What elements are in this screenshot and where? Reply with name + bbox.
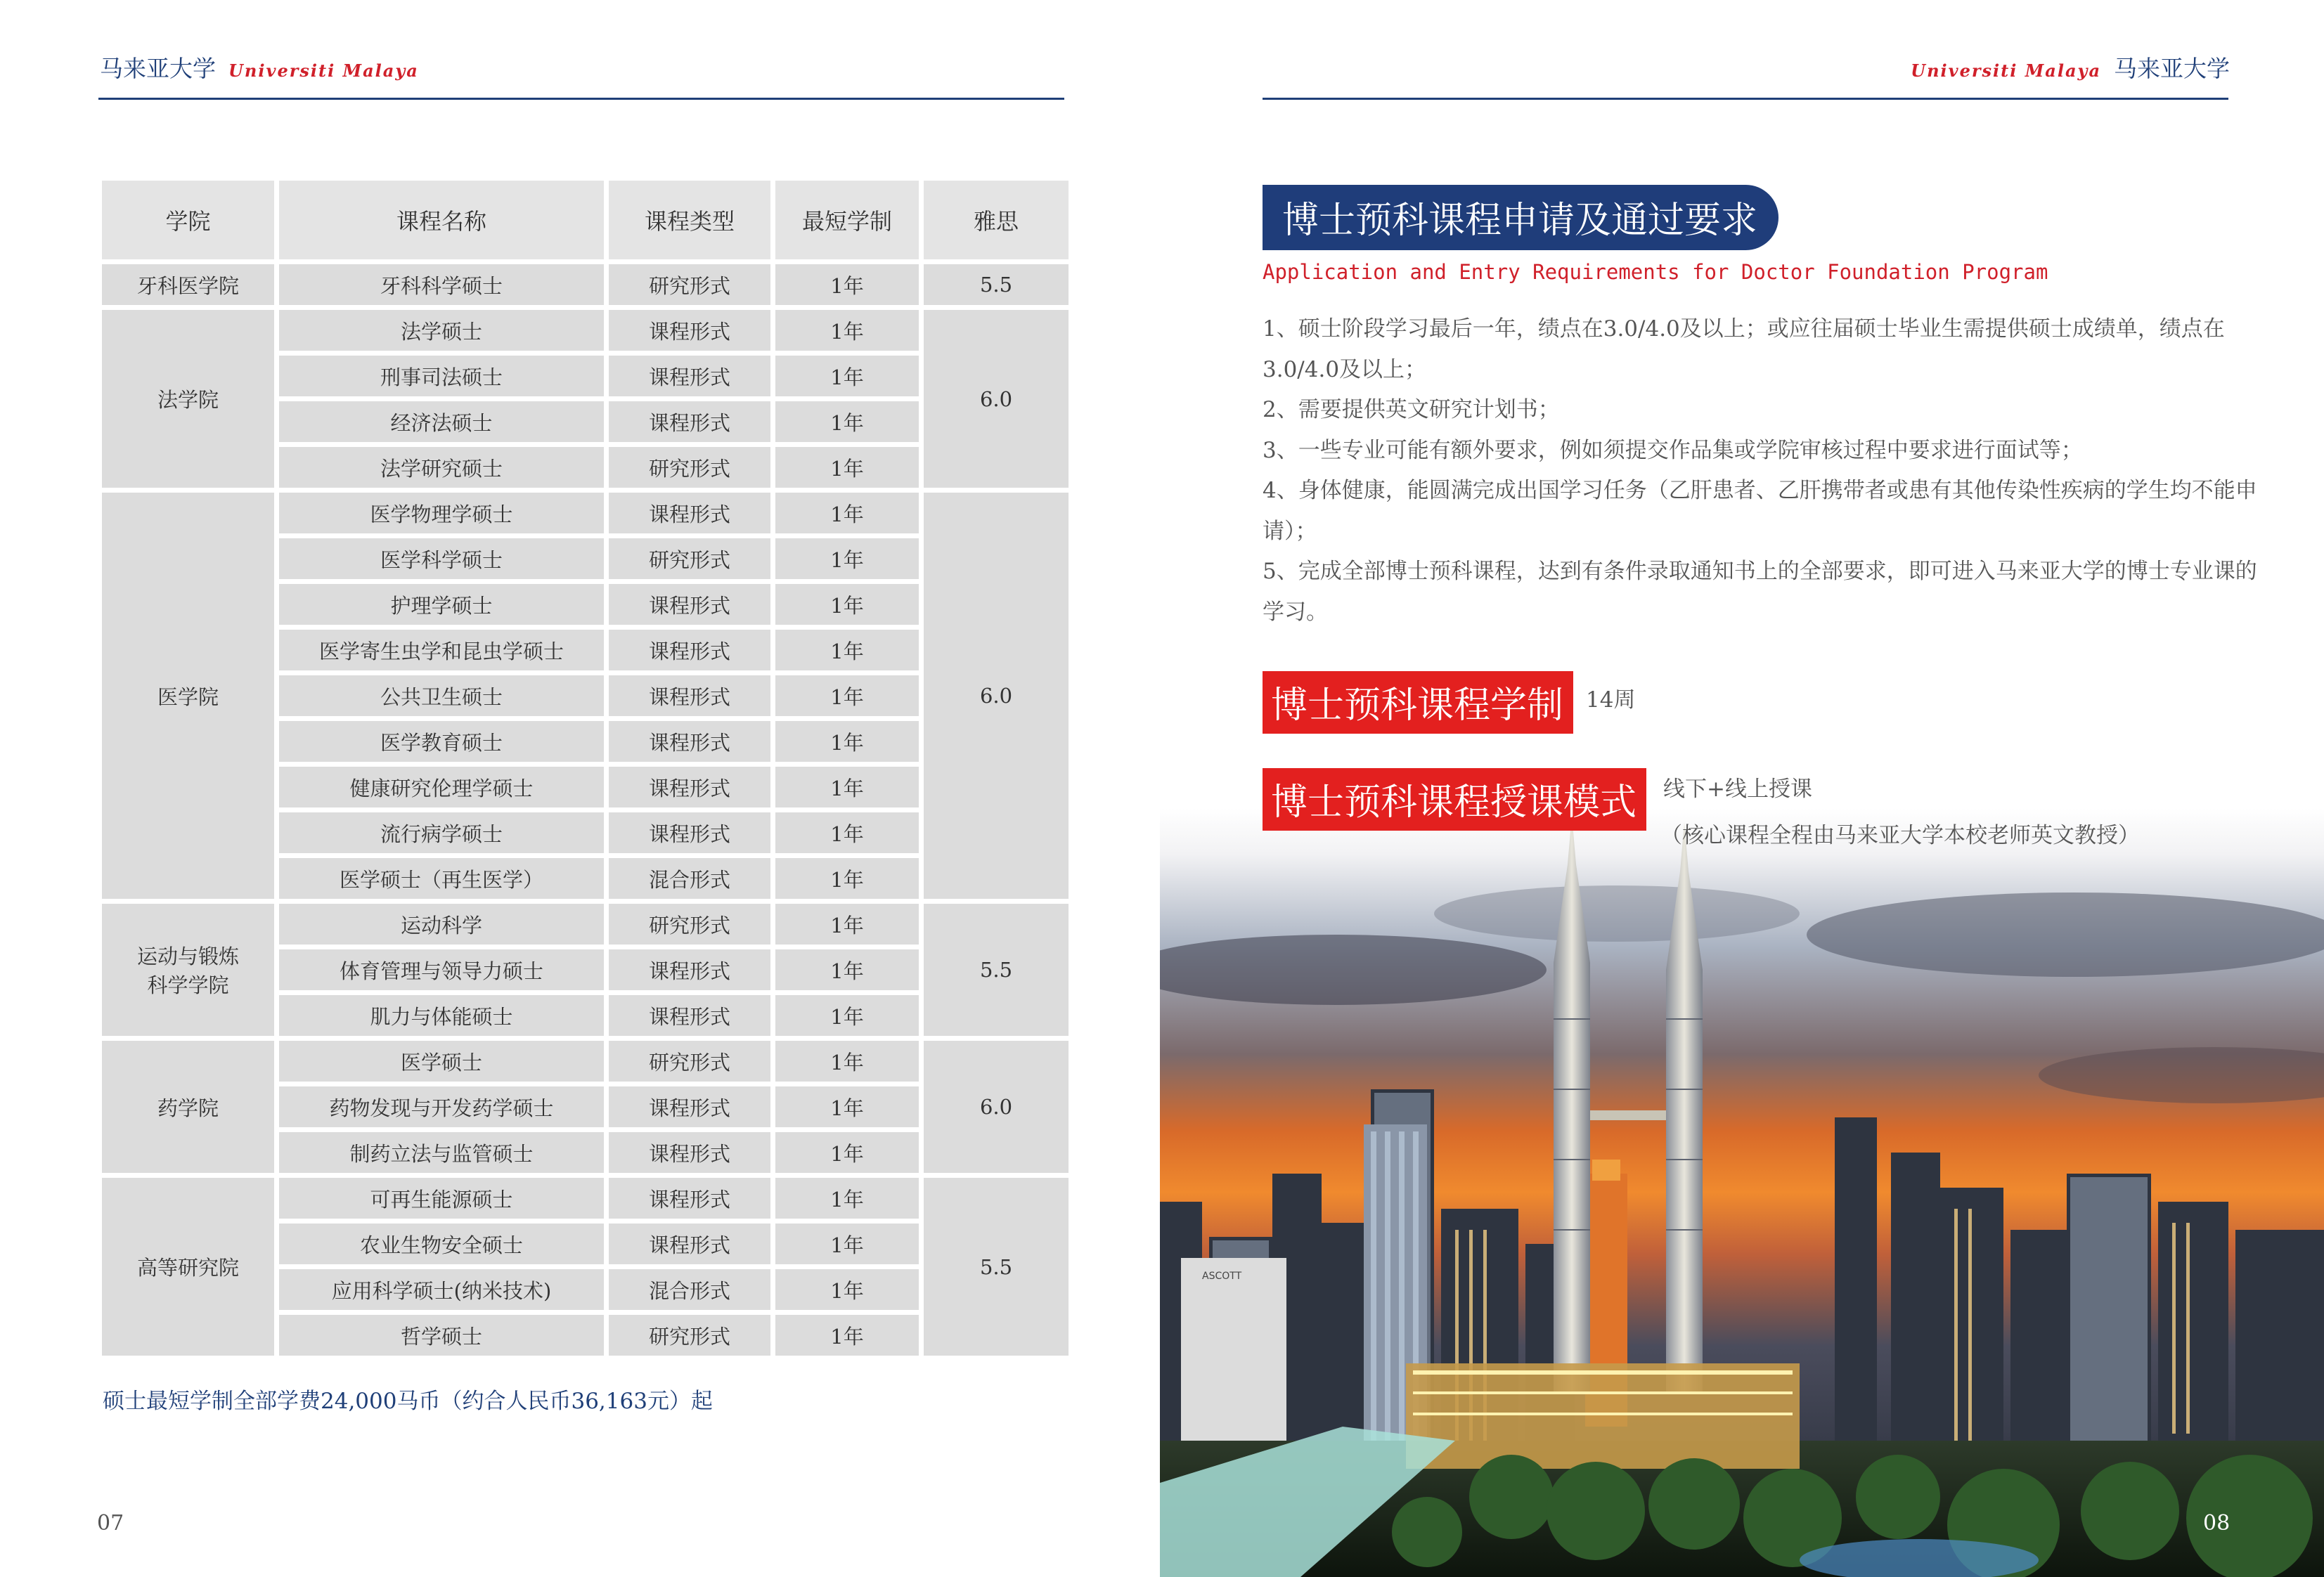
- requirement-item: 2、需要提供英文研究计划书；: [1263, 397, 1560, 422]
- course-name-cell: 医学硕士: [279, 1041, 604, 1082]
- course-name-cell: 体育管理与领导力硕士: [279, 949, 604, 990]
- right-header: [1911, 51, 2230, 84]
- duration-cell: 1年: [775, 858, 919, 899]
- duration-cell: 1年: [775, 493, 919, 533]
- table-row: [102, 310, 1069, 351]
- course-name-cell: 法学硕士: [279, 310, 604, 351]
- table-header-row: [102, 181, 1069, 259]
- course-name-cell: 医学物理学硕士: [279, 493, 604, 533]
- faculty-cell: 药学院: [102, 1041, 274, 1173]
- left-page: [0, 0, 1160, 1577]
- table-row: [102, 904, 1069, 945]
- duration-cell: 1年: [775, 538, 919, 579]
- requirement-item: 1、硕士阶段学习最后一年，绩点在3.0/4.0及以上；或应往届硕士毕业生需提供硕士成绩单，绩点在3.0/4.0及以上；: [1263, 316, 2225, 382]
- section-duration-title: 博士预科课程学制: [1263, 671, 1573, 734]
- header-cn: 马来亚大学: [2114, 55, 2230, 82]
- course-type-cell: 课程形式: [609, 1178, 770, 1219]
- section-mode-note: （核心课程全程由马来亚大学本校老师英文教授）: [1660, 823, 2140, 848]
- header-type: 课程类型: [609, 181, 770, 259]
- course-name-cell: 肌力与体能硕士: [279, 995, 604, 1036]
- ielts-cell: 6.0: [924, 310, 1069, 488]
- duration-cell: 1年: [775, 584, 919, 625]
- duration-cell: 1年: [775, 767, 919, 807]
- duration-cell: 1年: [775, 1269, 919, 1310]
- course-type-cell: 课程形式: [609, 721, 770, 762]
- requirement-item: 3、一些专业可能有额外要求，例如须提交作品集或学院审核过程中要求进行面试等；: [1263, 437, 2083, 463]
- duration-cell: 1年: [775, 675, 919, 716]
- header-faculty: 学院: [102, 181, 274, 259]
- duration-cell: 1年: [775, 995, 919, 1036]
- section-mode-title: 博士预科课程授课模式: [1263, 768, 1646, 831]
- ielts-cell: 5.5: [924, 264, 1069, 305]
- course-type-cell: 课程形式: [609, 1086, 770, 1127]
- program-table: [97, 176, 1073, 1361]
- course-name-cell: 护理学硕士: [279, 584, 604, 625]
- ielts-cell: 5.5: [924, 1178, 1069, 1356]
- course-name-cell: 可再生能源硕士: [279, 1178, 604, 1219]
- course-type-cell: 课程形式: [609, 584, 770, 625]
- course-type-cell: 课程形式: [609, 995, 770, 1036]
- course-name-cell: 刑事司法硕士: [279, 356, 604, 396]
- faculty-cell: 牙科医学院: [102, 264, 274, 305]
- course-name-cell: 制药立法与监管硕士: [279, 1132, 604, 1173]
- header-cn: 马来亚大学: [100, 55, 216, 82]
- course-type-cell: 研究形式: [609, 1041, 770, 1082]
- header-en-logo: Universiti Malaya: [1911, 60, 2101, 81]
- section-requirements-subtitle: Application and Entry Requirements for Doctor Foundation Program: [1263, 260, 2048, 284]
- page-number-left: 07: [97, 1511, 124, 1536]
- left-header: [100, 51, 419, 84]
- table-row: [102, 1041, 1069, 1082]
- course-name-cell: 医学硕士（再生医学）: [279, 858, 604, 899]
- duration-cell: 1年: [775, 401, 919, 442]
- course-name-cell: 医学寄生虫学和昆虫学硕士: [279, 630, 604, 670]
- course-type-cell: 研究形式: [609, 904, 770, 945]
- course-type-cell: 课程形式: [609, 630, 770, 670]
- page-number-right: 08: [2203, 1511, 2231, 1536]
- kuala-lumpur-skyline-photo: [1160, 808, 2324, 1577]
- course-name-cell: 运动科学: [279, 904, 604, 945]
- course-type-cell: 课程形式: [609, 401, 770, 442]
- duration-cell: 1年: [775, 1086, 919, 1127]
- course-type-cell: 研究形式: [609, 1315, 770, 1356]
- table-row: [102, 493, 1069, 533]
- duration-cell: 1年: [775, 310, 919, 351]
- duration-cell: 1年: [775, 264, 919, 305]
- course-type-cell: 课程形式: [609, 675, 770, 716]
- duration-cell: 1年: [775, 1178, 919, 1219]
- course-type-cell: 课程形式: [609, 949, 770, 990]
- course-type-cell: 混合形式: [609, 1269, 770, 1310]
- course-type-cell: 课程形式: [609, 1224, 770, 1264]
- ascott-sign: ASCOTT: [1202, 1271, 1242, 1282]
- course-type-cell: 研究形式: [609, 538, 770, 579]
- course-name-cell: 哲学硕士: [279, 1315, 604, 1356]
- course-type-cell: 课程形式: [609, 1132, 770, 1173]
- duration-cell: 1年: [775, 1224, 919, 1264]
- requirement-item: 5、完成全部博士预科课程，达到有条件录取通知书上的全部要求，即可进入马来亚大学的博士专业课的学习。: [1263, 559, 2257, 625]
- ielts-cell: 5.5: [924, 904, 1069, 1036]
- duration-cell: 1年: [775, 812, 919, 853]
- table-row: [102, 1178, 1069, 1219]
- course-name-cell: 公共卫生硕士: [279, 675, 604, 716]
- duration-cell: 1年: [775, 721, 919, 762]
- section-duration-value: 14周: [1586, 687, 1636, 713]
- faculty-cell: 医学院: [102, 493, 274, 899]
- section-mode-value: 线下+线上授课: [1663, 777, 1812, 802]
- header-duration: 最短学制: [775, 181, 919, 259]
- header-en-logo: Universiti Malaya: [228, 60, 419, 81]
- course-type-cell: 课程形式: [609, 812, 770, 853]
- requirement-item: 4、身体健康，能圆满完成出国学习任务（乙肝患者、乙肝携带者或患有其他传染性疾病的学生均不能申请）；: [1263, 478, 2257, 544]
- duration-cell: 1年: [775, 356, 919, 396]
- skyline-illustration: [1160, 808, 2324, 1577]
- faculty-cell: 法学院: [102, 310, 274, 488]
- table-body: [102, 264, 1069, 1356]
- section-requirements-title: 博士预科课程申请及通过要求: [1263, 185, 1778, 250]
- duration-cell: 1年: [775, 1132, 919, 1173]
- course-name-cell: 药物发现与开发药学硕士: [279, 1086, 604, 1127]
- course-type-cell: 课程形式: [609, 767, 770, 807]
- course-type-cell: 课程形式: [609, 310, 770, 351]
- course-name-cell: 健康研究伦理学硕士: [279, 767, 604, 807]
- course-name-cell: 法学研究硕士: [279, 447, 604, 488]
- header-rule: [98, 98, 1064, 100]
- course-name-cell: 经济法硕士: [279, 401, 604, 442]
- faculty-cell: 高等研究院: [102, 1178, 274, 1356]
- course-name-cell: 应用科学硕士(纳米技术): [279, 1269, 604, 1310]
- course-name-cell: 流行病学硕士: [279, 812, 604, 853]
- right-page: [1160, 0, 2324, 1577]
- fee-note: 硕士最短学制全部学费24,000马币（约合人民币36,163元）起: [103, 1389, 713, 1414]
- course-name-cell: 牙科科学硕士: [279, 264, 604, 305]
- duration-cell: 1年: [775, 630, 919, 670]
- duration-cell: 1年: [775, 1315, 919, 1356]
- table-row: [102, 264, 1069, 305]
- duration-cell: 1年: [775, 447, 919, 488]
- header-rule: [1263, 98, 2228, 100]
- course-type-cell: 研究形式: [609, 264, 770, 305]
- faculty-cell: 运动与锻炼科学学院: [102, 904, 274, 1036]
- course-name-cell: 农业生物安全硕士: [279, 1224, 604, 1264]
- course-type-cell: 研究形式: [609, 447, 770, 488]
- requirements-list: [1263, 309, 2268, 632]
- ielts-cell: 6.0: [924, 1041, 1069, 1173]
- header-course: 课程名称: [279, 181, 604, 259]
- duration-cell: 1年: [775, 949, 919, 990]
- course-type-cell: 课程形式: [609, 356, 770, 396]
- header-ielts: 雅思: [924, 181, 1069, 259]
- course-name-cell: 医学科学硕士: [279, 538, 604, 579]
- course-type-cell: 课程形式: [609, 493, 770, 533]
- duration-cell: 1年: [775, 1041, 919, 1082]
- duration-cell: 1年: [775, 904, 919, 945]
- course-type-cell: 混合形式: [609, 858, 770, 899]
- ielts-cell: 6.0: [924, 493, 1069, 899]
- course-name-cell: 医学教育硕士: [279, 721, 604, 762]
